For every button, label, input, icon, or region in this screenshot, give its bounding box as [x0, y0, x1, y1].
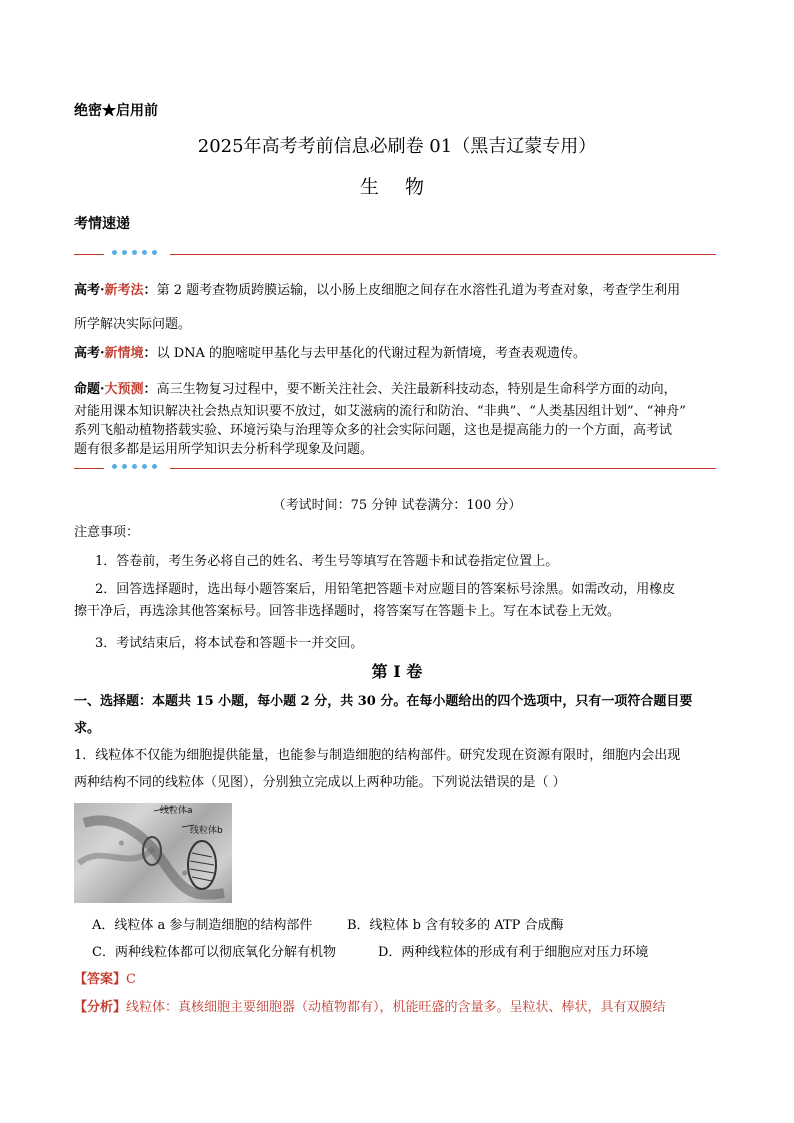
mitochondria-micrograph — [74, 803, 232, 903]
option-d: D．两种线粒体的形成有利于细胞应对压力环境 — [378, 945, 649, 960]
note-2-line1: 2．回答选择题时，选出每小题答案后，用铅笔把答题卡对应题目的答案标号涂黑。如需改动，用橡皮 — [95, 582, 676, 597]
exam-info-item-prediction-line3: 系列飞船动植物搭载实验、环境污染与治理等众多的社会实际问题，这也是提高能力的一个方面，高考试 — [74, 423, 673, 438]
answer-tag: 【答案】 — [74, 972, 127, 987]
note-1: 1．答卷前，考生务必将自己的姓名、考生号等填写在答题卡和试卷指定位置上。 — [95, 554, 559, 569]
notes-heading: 注意事项： — [74, 525, 140, 540]
tag-new-method: 高考·新考法： — [74, 283, 157, 298]
question-1-line2: 两种结构不同的线粒体（见图），分别独立完成以上两种功能。下列说法错误的是（ ） — [74, 775, 566, 790]
exam-info-item-prediction: 命题·大预测：高三生物复习过程中，要不断关注社会、关注最新科技动态，特别是生命科学方面的动向， — [74, 382, 677, 397]
exam-info-heading: 考情速递 — [74, 216, 130, 232]
figure-label-a: 线粒体a — [160, 806, 193, 816]
section-instruction-line1: 一、选择题：本题共 15 小题，每小题 2 分，共 30 分。在每小题给出的四个选项中，只有一项符合题目要 — [74, 694, 693, 709]
question-1-line1: 1．线粒体不仅能为细胞提供能量，也能参与制造细胞的结构部件。研究发现在资源有限时，细胞内会出现 — [74, 748, 681, 763]
analysis-tag: 【分析】 — [74, 1000, 127, 1015]
divider-top — [74, 249, 716, 261]
divider-bottom — [74, 463, 716, 475]
option-b: B．线粒体 b 含有较多的 ATP 合成酶 — [347, 918, 564, 933]
volume-title: 第 I 卷 — [371, 662, 423, 681]
exam-info-item-new-method-cont: 所学解决实际问题。 — [74, 317, 192, 332]
answer-line — [74, 968, 136, 987]
subject-title: 生 物 — [359, 176, 435, 198]
exam-info-item-new-context: 高考·新情境：以 DNA 的胞嘧啶甲基化与去甲基化的代谢过程为新情境，考查表观遗传。 — [74, 346, 587, 361]
note-3: 3．考试结束后，将本试卷和答题卡一并交回。 — [95, 636, 364, 651]
analysis-line — [74, 996, 666, 1015]
analysis-text: 线粒体：真核细胞主要细胞器（动植物都有），机能旺盛的含量多。呈粒状、棒状，具有双膜结 — [126, 1000, 666, 1015]
option-c: C．两种线粒体都可以彻底氧化分解有机物 — [92, 945, 336, 960]
exam-info-item-prediction-line2: 对能用课本知识解决社会热点知识要不放过，如艾滋病的流行和防治、“非典”、“人类基因组计划”、“神舟” — [74, 404, 686, 419]
paper-title: 2025年高考考前信息必刷卷 01（黑吉辽蒙专用） — [197, 136, 597, 157]
tag-new-context: 高考·新情境： — [74, 346, 157, 361]
exam-info-item-new-method: 高考·新考法：第 2 题考查物质跨膜运输，以小肠上皮细胞之间存在水溶性孔道为考查对象，考查学生利用 — [74, 283, 681, 298]
secret-mark: 绝密★启用前 — [74, 103, 158, 119]
section-instruction-line2: 求。 — [74, 721, 101, 736]
note-2-line2: 擦干净后，再选涂其他答案标号。回答非选择题时，将答案写在答题卡上。写在本试卷上无效。 — [74, 604, 621, 619]
exam-time-score: （考试时间：75 分钟 试卷满分：100 分） — [272, 498, 522, 513]
answer-value: C — [126, 972, 136, 987]
option-a: A．线粒体 a 参与制造细胞的结构部件 — [92, 918, 313, 933]
exam-info-item-prediction-line4: 题有很多都是运用所学知识去分析科学现象及问题。 — [74, 442, 374, 457]
tag-prediction: 命题·大预测： — [74, 382, 157, 397]
figure-label-b: 线粒体b — [190, 826, 223, 836]
